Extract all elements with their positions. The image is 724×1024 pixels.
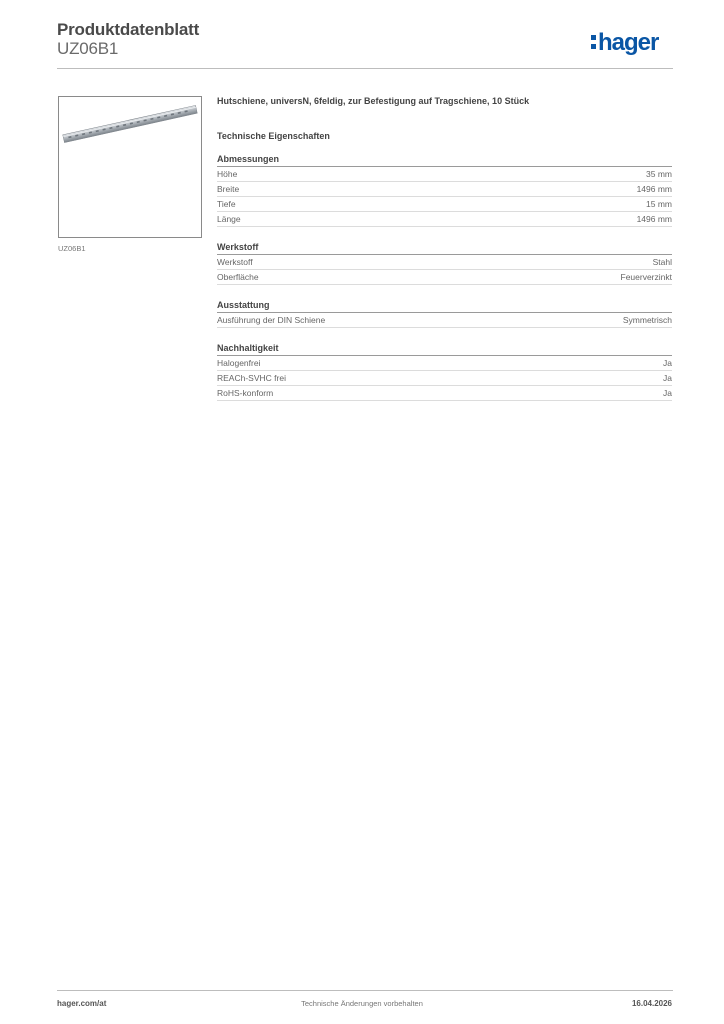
section-title: Nachhaltigkeit: [217, 343, 672, 356]
row-label: REACh-SVHC frei: [217, 373, 286, 383]
page-title: Produktdatenblatt: [57, 20, 200, 39]
row-label: Tiefe: [217, 199, 236, 209]
footer-date: 16.04.2026: [631, 999, 672, 1008]
table-row: [217, 356, 672, 371]
table-row: [217, 270, 672, 285]
section-ausstattung: [217, 300, 672, 328]
footer-divider: [57, 990, 673, 991]
section-werkstoff: [217, 242, 672, 285]
header-divider: [57, 68, 673, 69]
section-abmessungen: [217, 154, 672, 227]
row-label: Höhe: [217, 169, 238, 179]
table-row: [217, 255, 672, 270]
row-label: Werkstoff: [217, 257, 253, 267]
image-caption: UZ06B1: [58, 244, 86, 253]
section-nachhaltigkeit: [217, 343, 672, 401]
table-row: [217, 386, 672, 401]
row-label: Breite: [217, 184, 240, 194]
logo-colon-icon: [591, 33, 596, 54]
row-value: Ja: [663, 388, 672, 398]
row-value: 1496 mm: [636, 214, 672, 224]
row-value: 35 mm: [646, 169, 672, 179]
din-rail-icon: [59, 97, 201, 237]
row-value: 15 mm: [646, 199, 672, 209]
row-label: Halogenfrei: [217, 358, 261, 368]
row-value: Stahl: [652, 257, 672, 267]
table-row: [217, 197, 672, 212]
product-code: UZ06B1: [57, 39, 119, 58]
row-value: Feuerverzinkt: [620, 272, 672, 282]
row-value: Symmetrisch: [622, 315, 672, 325]
table-row: [217, 167, 672, 182]
row-label: Oberfläche: [217, 272, 259, 282]
table-row: [217, 182, 672, 197]
row-value: Ja: [663, 373, 672, 383]
footer-notice: Technische Änderungen vorbehalten: [301, 999, 423, 1008]
table-row: [217, 212, 672, 227]
table-row: [217, 371, 672, 386]
row-value: 1496 mm: [636, 184, 672, 194]
section-title: Werkstoff: [217, 242, 672, 255]
row-label: Länge: [217, 214, 241, 224]
row-label: Ausführung der DIN Schiene: [217, 315, 326, 325]
datasheet-content: [217, 95, 672, 401]
row-label: RoHS-konform: [217, 388, 274, 398]
product-image: [58, 96, 202, 238]
logo-text: hager: [598, 29, 659, 56]
section-title: Ausstattung: [217, 300, 672, 313]
table-row: [217, 313, 672, 328]
hager-logo: [591, 29, 658, 57]
tech-properties-heading: Technische Eigenschaften: [217, 131, 330, 141]
row-value: Ja: [663, 358, 672, 368]
product-description: Hutschiene, universN, 6feldig, zur Befestigung auf Tragschiene, 10 Stück: [217, 96, 530, 106]
section-title: Abmessungen: [217, 154, 672, 167]
footer-website-link[interactable]: hager.com/at: [57, 999, 107, 1008]
